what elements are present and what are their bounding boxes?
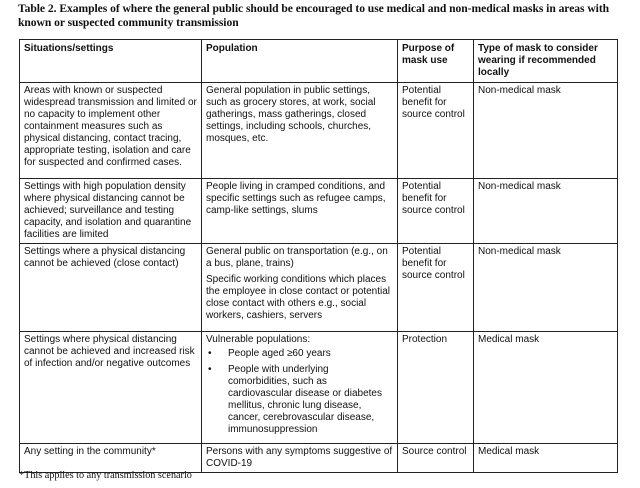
list-item-text: People with underlying comorbidities, such as cardiovascular disease or diabetes mellitus, chronic lung disease, cancer, cerebrovascular disease, immunosuppression (228, 364, 382, 435)
situation-cell: Settings where a physical distancing cannot be achieved (close contact) (20, 244, 202, 332)
situation-cell: Areas with known or suspected widespread transmission and limited or no capacity to implement other containment measures such as physical distancing, contact tracing, appropriate testing, isolation and care for suspected and confirmed cases. (20, 83, 202, 179)
situation-cell: Any setting in the community* (20, 444, 202, 473)
population-cell (202, 244, 398, 332)
footnote: *This applies to any transmission scenario (19, 470, 192, 481)
mask-type-cell: Medical mask (474, 332, 618, 444)
table-caption: Table 2. Examples of where the general public should be encouraged to use medical and non-medical masks in areas with known or suspected community transmission (18, 2, 610, 29)
population-cell: Persons with any symptoms suggestive of COVID-19 (202, 444, 398, 473)
header-purpose: Purpose of mask use (398, 40, 474, 83)
list-item-text: People aged ≥60 years (228, 348, 331, 359)
mask-type-cell: Medical mask (474, 444, 618, 473)
header-population: Population (202, 40, 398, 83)
situation-cell: Settings where physical distancing cannot be achieved and increased risk of infection and/or negative outcomes (20, 332, 202, 444)
bullet-icon: • (208, 348, 212, 359)
situation-cell: Settings with high population density where physical distancing cannot be achieved; surveillance and testing capacity, and isolation and quarantine facilities are limited (20, 179, 202, 244)
header-mask-type: Type of mask to consider wearing if recommended locally (474, 40, 618, 83)
population-text-2: Specific working conditions which places the employee in close contact or potential close contact with others e.g., social workers, cashiers, servers (206, 274, 390, 321)
table-row (20, 83, 618, 179)
bullet-icon: • (208, 364, 212, 375)
population-cell: General population in public settings, such as grocery stores, at work, social gatherings, mass gatherings, closed settings, including schools, churches, mosques, etc. (202, 83, 398, 179)
mask-type-cell: Non-medical mask (474, 244, 618, 332)
list-item (206, 364, 393, 436)
mask-type-cell: Non-medical mask (474, 83, 618, 179)
population-cell: People living in cramped conditions, and specific settings such as refugee camps, camp-like settings, slums (202, 179, 398, 244)
header-situations: Situations/settings (20, 40, 202, 83)
purpose-cell: Potential benefit for source control (398, 244, 474, 332)
table-row (20, 244, 618, 332)
table-row (20, 332, 618, 444)
table-row (20, 179, 618, 244)
masks-table (19, 39, 618, 473)
purpose-cell: Potential benefit for source control (398, 83, 474, 179)
table-row (20, 444, 618, 473)
purpose-cell: Source control (398, 444, 474, 473)
purpose-cell: Protection (398, 332, 474, 444)
population-cell (202, 332, 398, 444)
purpose-cell: Potential benefit for source control (398, 179, 474, 244)
vulnerable-list (206, 348, 393, 436)
population-text: General public on transportation (e.g., on a bus, plane, trains) (206, 246, 388, 269)
list-item (206, 348, 393, 360)
header-row (20, 40, 618, 83)
mask-type-cell: Non-medical mask (474, 179, 618, 244)
population-text: Vulnerable populations: (206, 334, 311, 345)
